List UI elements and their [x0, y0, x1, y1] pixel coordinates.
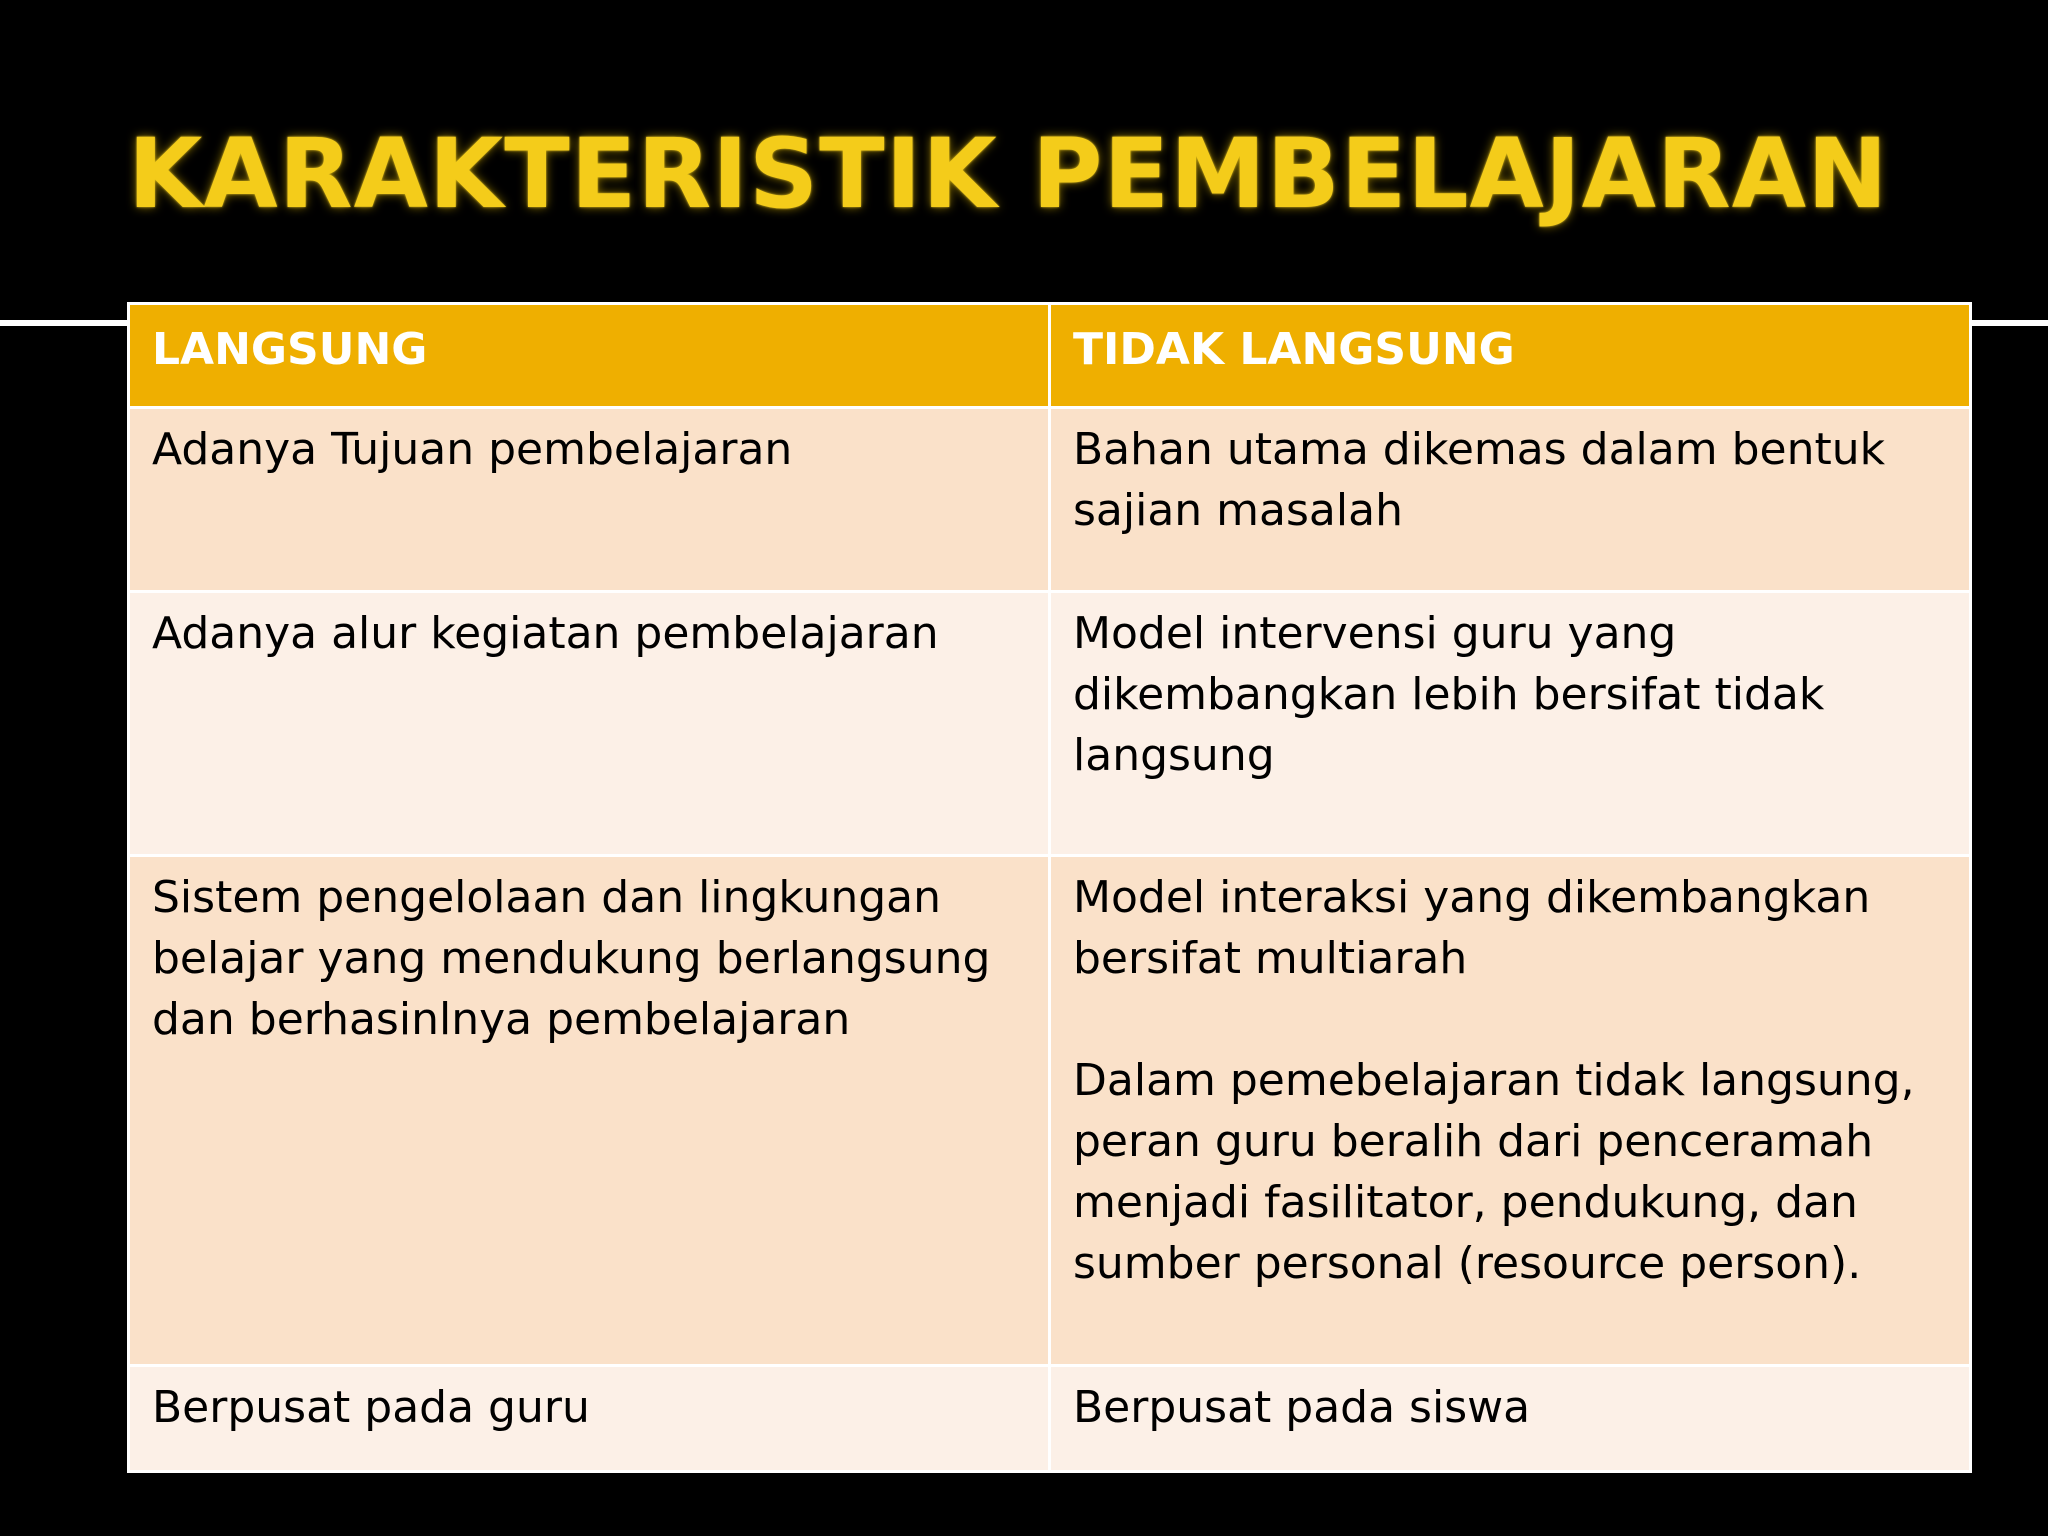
table-row: [129, 592, 1971, 856]
header-langsung: LANGSUNG: [129, 304, 1050, 408]
cell-tidak-langsung: [1050, 408, 1971, 592]
cell-text: Berpusat pada siswa: [1073, 1382, 1531, 1433]
cell-tidak-langsung: [1050, 856, 1971, 1366]
cell-text: Berpusat pada guru: [152, 1382, 590, 1433]
cell-langsung: [129, 592, 1050, 856]
table-header-row: [129, 304, 1971, 408]
cell-langsung: [129, 856, 1050, 1366]
table-row: [129, 856, 1971, 1366]
slide-title: KARAKTERISTIK PEMBELAJARAN: [128, 118, 1889, 230]
cell-text: Bahan utama dikemas dalam bentuk sajian masalah: [1073, 424, 1886, 536]
table-row: [129, 1366, 1971, 1472]
cell-text: Sistem pengelolaan dan lingkungan belajar yang mendukung berlangsung dan berhasinlnya pembelajaran: [152, 872, 991, 1045]
cell-text: Model intervensi guru yang dikembangkan lebih bersifat tidak langsung: [1073, 608, 1825, 781]
cell-langsung: [129, 1366, 1050, 1472]
cell-text: Adanya alur kegiatan pembelajaran: [152, 608, 939, 659]
title-divider-right: [1966, 320, 2048, 326]
cell-text: Model interaksi yang dikembangkan bersifat multiarah: [1073, 872, 1871, 984]
title-divider-left: [0, 320, 130, 326]
cell-text-second-paragraph: Dalam pemebelajaran tidak langsung, peran guru beralih dari penceramah menjadi fasilitator, pendukung, dan sumber personal (resource person).: [1073, 1055, 1915, 1289]
cell-tidak-langsung: [1050, 1366, 1971, 1472]
table-row: [129, 408, 1971, 592]
comparison-table: [127, 302, 1972, 1473]
cell-text: Adanya Tujuan pembelajaran: [152, 424, 793, 475]
cell-tidak-langsung: [1050, 592, 1971, 856]
header-tidak-langsung: TIDAK LANGSUNG: [1050, 304, 1971, 408]
cell-langsung: [129, 408, 1050, 592]
